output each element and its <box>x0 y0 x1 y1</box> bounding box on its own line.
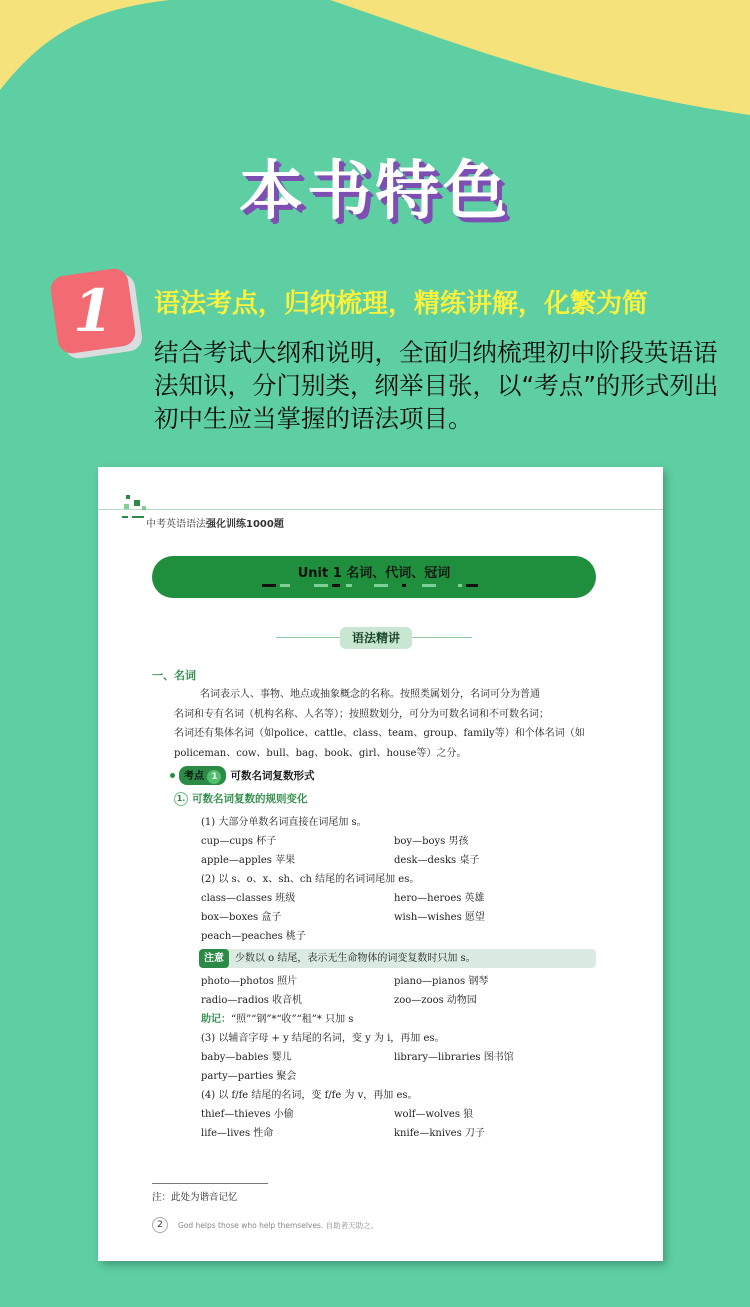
rule-heading <box>174 791 308 806</box>
example: desk—desks 桌子 <box>394 855 480 866</box>
example: wolf—wolves 狼 <box>394 1109 474 1120</box>
example: photo—photos 照片 <box>201 976 298 987</box>
page-number: 2 <box>152 1217 168 1233</box>
paragraph-line: policeman、cow、bull、bag、book、girl、house等）之分。 <box>174 747 467 759</box>
feature-heading: 语法考点，归纳梳理，精练讲解，化繁为简 <box>154 289 649 319</box>
example: apple—apples 苹果 <box>201 855 296 866</box>
yellow-wave-decoration <box>0 0 750 140</box>
note-text: 少数以 o 结尾，表示无生命物体的词变复数时只加 s。 <box>235 953 476 964</box>
rule-text: (2) 以 s、o、x、sh、ch 结尾的名词词尾加 es。 <box>201 874 420 885</box>
example: thief—thieves 小偷 <box>201 1109 294 1120</box>
paragraph-line: 名词还有集体名词（如police、cattle、class、team、group、family等）和个体名词（如 <box>174 728 585 739</box>
unit-banner <box>152 556 596 598</box>
example: boy—boys 男孩 <box>394 836 469 847</box>
bullet-icon <box>170 773 175 778</box>
rule-text: (4) 以 f/fe 结尾的名词，变 f/fe 为 v，再加 es。 <box>201 1090 418 1101</box>
header-rule <box>98 509 663 510</box>
footnote: 注：此处为谐音记忆 <box>152 1192 238 1203</box>
note-label: 注意 <box>199 949 229 968</box>
exam-point-label: 考点 1 <box>179 766 226 785</box>
rule-text: (3) 以辅音字母 + y 结尾的名词，变 y 为 i，再加 es。 <box>201 1033 445 1044</box>
section-header <box>276 627 472 651</box>
section-label: 语法精讲 <box>340 627 412 649</box>
unit-title: Unit 1 名词、代词、冠词 <box>297 566 451 581</box>
feature-description: 结合考试大纲和说明，全面归纳梳理初中阶段英语语法知识，分门别类，纲举目张，以“考点”的形式列出初中生应当掌握的语法项目。 <box>154 338 719 433</box>
rule-number: 1. <box>174 792 188 806</box>
mnemonic: 助记：“照”“钢”*“收”“租”* 只加 s <box>201 1014 354 1025</box>
example: wish—wishes 愿望 <box>394 912 485 923</box>
example: cup—cups 杯子 <box>201 836 277 847</box>
exam-point-title: 可数名词复数形式 <box>230 769 315 782</box>
example: zoo—zoos 动物园 <box>394 995 477 1006</box>
rule-heading-text: 可数名词复数的规则变化 <box>192 793 308 805</box>
example: life—lives 性命 <box>201 1128 274 1139</box>
noun-heading: 一、名词 <box>152 669 196 682</box>
book-page-preview <box>98 467 663 1261</box>
page-title: 本书特色 <box>239 155 511 229</box>
paragraph-line: 名词表示人、事物、地点或抽象概念的名称。按照类属划分，名词可分为普通 <box>200 689 540 700</box>
rule-text: (1) 大部分单数名词直接在词尾加 s。 <box>201 817 367 828</box>
example: radio—radios 收音机 <box>201 995 303 1006</box>
page-motto: God helps those who help themselves. 自助者天助之。 <box>178 1221 379 1230</box>
example: box—boxes 盒子 <box>201 912 282 923</box>
example: peach—peaches 桃子 <box>201 931 306 942</box>
example: knife—knives 刀子 <box>394 1128 485 1139</box>
feature-number: 1 <box>72 277 114 346</box>
feature-number-badge <box>49 267 137 355</box>
example: hero—heroes 英雄 <box>394 893 485 904</box>
exam-point-heading <box>170 766 314 784</box>
example: party—parties 聚会 <box>201 1071 297 1082</box>
book-title: 中考英语语法强化训练1000题 <box>146 519 284 530</box>
noun-paragraph <box>174 685 604 763</box>
example: class—classes 班级 <box>201 893 296 904</box>
paragraph-line: 名词和专有名词（机构名称、人名等）；按照数划分，可分为可数名词和不可数名词； <box>174 708 549 720</box>
example: library—libraries 图书馆 <box>394 1052 514 1063</box>
example: piano—pianos 钢琴 <box>394 976 489 987</box>
footnote-rule <box>152 1183 268 1184</box>
example: baby—babies 婴儿 <box>201 1052 292 1063</box>
note-box <box>199 949 596 968</box>
banner-dash-decoration <box>262 580 492 590</box>
